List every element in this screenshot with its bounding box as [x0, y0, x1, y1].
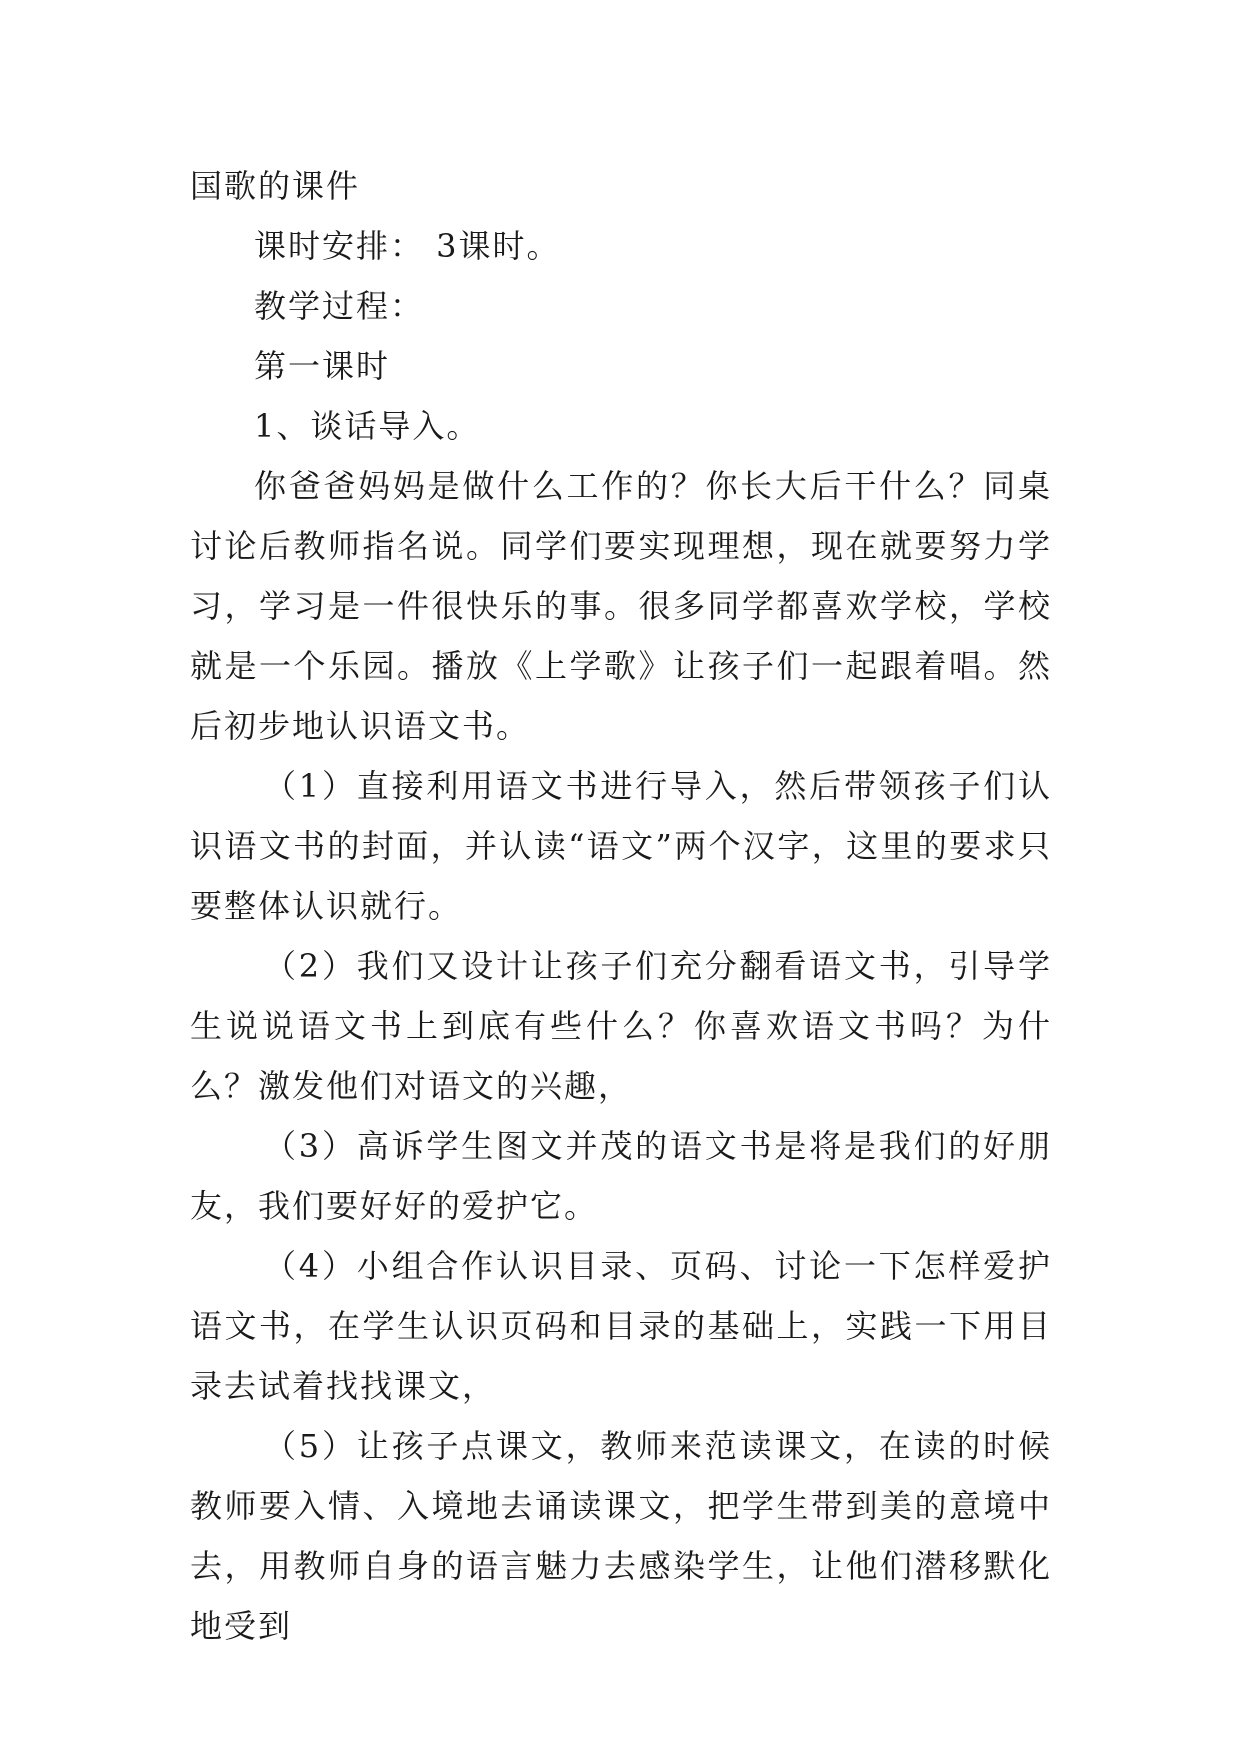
paragraph-item-4: （4）小组合作认识目录、页码、讨论一下怎样爱护语文书，在学生认识页码和目录的基础上，实践一下用目录去试着找找课文， — [190, 1247, 1052, 1405]
paragraph-item-1: （1）直接利用语文书进行导入，然后带领孩子们认识语文书的封面，并认读“语文”两个汉字，这里的要求只要整体认识就行。 — [190, 767, 1052, 925]
paragraph-item-3: （3）高诉学生图文并茂的语文书是将是我们的好朋友，我们要好好的爱护它。 — [190, 1127, 1052, 1225]
paragraph-item-5: （5）让孩子点课文，教师来范读课文，在读的时候教师要入情、入境地去诵读课文，把学生带到美的意境中去，用教师自身的语言魅力去感染学生，让他们潜移默化地受到 — [190, 1427, 1052, 1645]
document-body — [190, 156, 1052, 1656]
paragraph-intro-body: 你爸爸妈妈是做什么工作的？你长大后干什么？同桌讨论后教师指名说。同学们要实现理想，现在就要努力学习，学习是一件很快乐的事。很多同学都喜欢学校，学校就是一个乐园。播放《上学歌》让孩子们一起跟着唱。然后初步地认识语文书。 — [190, 467, 1052, 745]
paragraph-item-2: （2）我们又设计让孩子们充分翻看语文书，引导学生说说语文书上到底有些什么？你喜欢语文书吗？为什么？激发他们对语文的兴趣， — [190, 947, 1052, 1105]
paragraph-first-lesson: 第一课时 — [254, 347, 391, 385]
paragraph-teaching-process: 教学过程： — [254, 287, 425, 325]
paragraph-intro-heading: 1、谈话导入。 — [254, 407, 481, 445]
paragraph-class-hours: 课时安排： 3课时。 — [254, 227, 561, 265]
document-title-line: 国歌的课件 — [190, 167, 361, 205]
